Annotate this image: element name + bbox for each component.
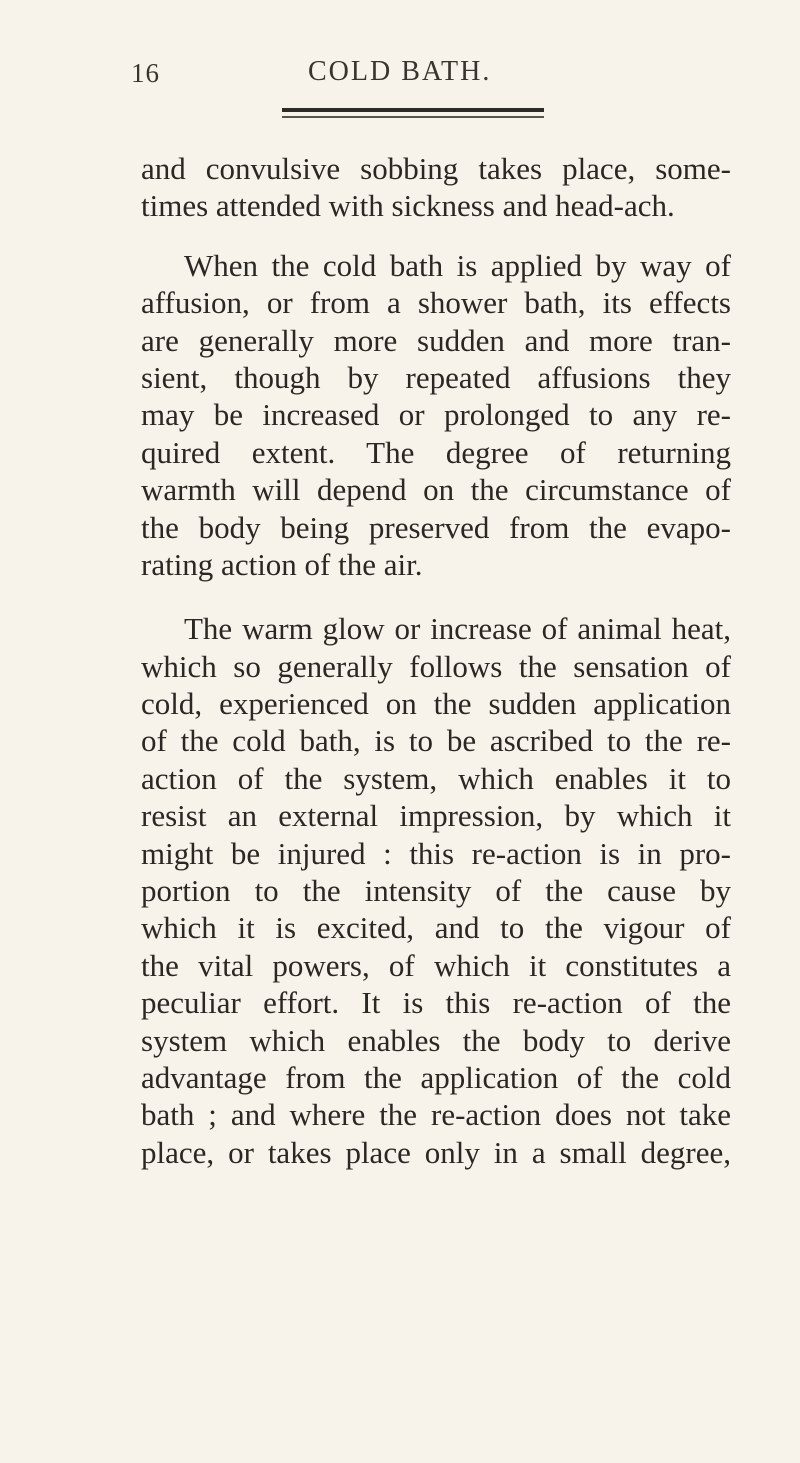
text-line: peculiar effort. It is this re-action of the [141, 985, 731, 1021]
text-line: and convulsive sobbing takes place, some- [141, 151, 731, 186]
text-line: which so generally follows the sensation of [141, 648, 731, 684]
paragraph-gap [141, 583, 731, 610]
text-line: rating action of the air. [141, 546, 423, 582]
header-rule-thin [282, 116, 544, 118]
text-line: which it is excited, and to the vigour of [141, 910, 731, 946]
text-line: might be injured : this re-action is in pro- [141, 835, 731, 871]
body-text [141, 150, 731, 1171]
text-line: times attended with sickness and head-ach. [141, 188, 675, 224]
page-number: 16 [131, 58, 160, 88]
paragraph-3 [141, 610, 731, 1171]
running-head: COLD BATH. [308, 56, 492, 87]
text-line: The warm glow or increase of animal heat, [184, 611, 731, 647]
text-line: affusion, or from a shower bath, its effects [141, 285, 731, 321]
text-line: are generally more sudden and more tran- [141, 322, 731, 358]
text-line: the body being preserved from the evapo- [141, 509, 731, 545]
page-header [0, 50, 800, 90]
text-line: quired extent. The degree of returning [141, 434, 731, 470]
paragraph-2 [141, 247, 731, 584]
text-line: cold, experienced on the sudden application [141, 686, 731, 722]
text-line: place, or takes place only in a small degree, [141, 1134, 731, 1170]
text-line: system which enables the body to derive [141, 1022, 731, 1058]
paragraph-1 [141, 150, 731, 225]
text-line: When the cold bath is applied by way of [184, 247, 731, 283]
text-line: bath ; and where the re-action does not take [141, 1097, 731, 1133]
text-line: action of the system, which enables it to [141, 760, 731, 796]
paragraph-gap [141, 225, 731, 247]
text-line: warmth will depend on the circumstance of [141, 472, 731, 508]
text-line: resist an external impression, by which it [141, 798, 731, 834]
text-line: portion to the intensity of the cause by [141, 873, 731, 909]
text-line: sient, though by repeated affusions they [141, 359, 731, 395]
text-line: advantage from the application of the cold [141, 1059, 731, 1095]
text-line: the vital powers, of which it constitutes a [141, 947, 731, 983]
text-line: of the cold bath, is to be ascribed to the re- [141, 723, 731, 759]
header-rule [282, 108, 544, 112]
text-line: may be increased or prolonged to any re- [141, 397, 731, 433]
